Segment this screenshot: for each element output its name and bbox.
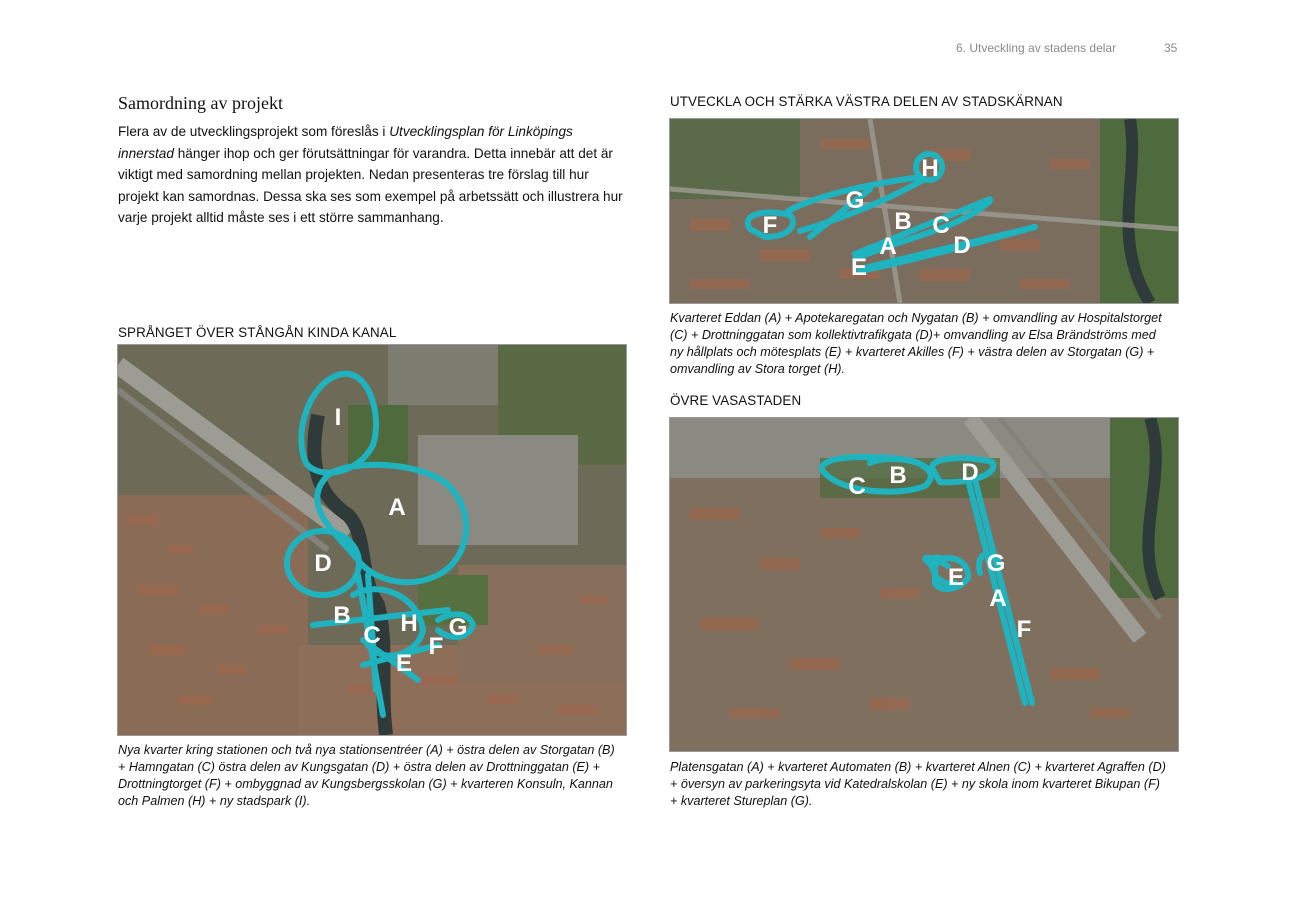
figure-caption-bottom-right: Platensgatan (A) + kvarteret Automaten (B) + kvarteret Alnen (C) + kvarteret Agraffen (D) + översyn av parkeringsyta vid Katedralskolan (E) + ny skola inom kvarteret Bikupan (F) + kvarteret Stureplan (G). [670,760,1166,808]
map-label-C: C [848,473,866,500]
map-label-G: G [448,614,468,641]
map-label-C: C [363,622,381,649]
running-head: 6. Utveckling av stadens delar [956,41,1117,55]
map-label-A: A [989,585,1007,612]
aerial-map-bottom-right [669,417,1179,752]
figure-title-bottom-right: ÖVRE VASASTADEN [670,393,802,408]
map-label-D: D [961,459,979,486]
map-label-D: D [314,550,332,577]
intro-text-italic: Utvecklingsplan för Linköpings innerstad [118,124,573,161]
page-number: 35 [1164,41,1178,55]
map-label-H: H [921,155,939,182]
intro-text-end: hänger ihop och ger förutsättningar för varandra. Detta innebär att det är viktigt med samordning mellan projekten. Nedan presenteras tre förslag till hur projekt kan samordnas. Dessa ska ses som exempel på arbetssätt och illustrera hur varje projekt alltid måste ses i ett större sammanhang. [118,145,623,226]
section-title: Samordning av projekt [118,93,283,113]
figure-caption-top-right: Kvarteret Eddan (A) + Apotekaregatan och Nygatan (B) + omvandling av Hospitalstorget (C) + Drottninggatan som kollektivtrafikgata (D)+ omvandling av Elsa Brändströms med ny hållplats och mötesplats (E) + kvarteret Akilles (F) + västra delen av Storgatan (G) + omvandling av Stora torget (H). [670,311,1162,376]
figure-title-left: SPRÅNGET ÖVER STÅNGÅN KINDA KANAL [118,325,397,340]
map-label-I: I [334,404,342,431]
map-label-B: B [333,602,351,629]
intro-paragraph [118,121,628,229]
aerial-map-left [117,344,627,736]
map-label-F: F [762,212,778,239]
map-label-G: G [986,550,1006,577]
map-label-B: B [889,462,907,489]
map-label-A: A [879,233,897,260]
map-label-D: D [953,232,971,259]
aerial-map-top-right [669,118,1179,304]
map-label-F: F [1016,616,1032,643]
map-label-B: B [894,208,912,235]
map-label-C: C [932,212,950,239]
map-label-E: E [850,254,868,281]
map-label-F: F [428,633,444,660]
map-label-A: A [388,494,406,521]
figure-caption-left: Nya kvarter kring stationen och två nya stationsentréer (A) + östra delen av Storgatan (B) + Hamngatan (C) östra delen av Kungsgatan (D) + östra delen av Drottninggatan (E) + Drottningtorget (F) + ombyggnad av Kungsbergsskolan (G) + kvarteren Konsuln, Kannan och Palmen (H) + ny stadspark (I). [118,743,615,808]
map-label-H: H [400,610,418,637]
map-label-E: E [947,564,965,591]
map-label-G: G [845,187,865,214]
intro-text-start: Flera av de utvecklingsprojekt som föreslås i [118,124,390,139]
map-label-E: E [395,650,413,677]
figure-title-top-right: UTVECKLA OCH STÄRKA VÄSTRA DELEN AV STADSKÄRNAN [670,94,1063,109]
